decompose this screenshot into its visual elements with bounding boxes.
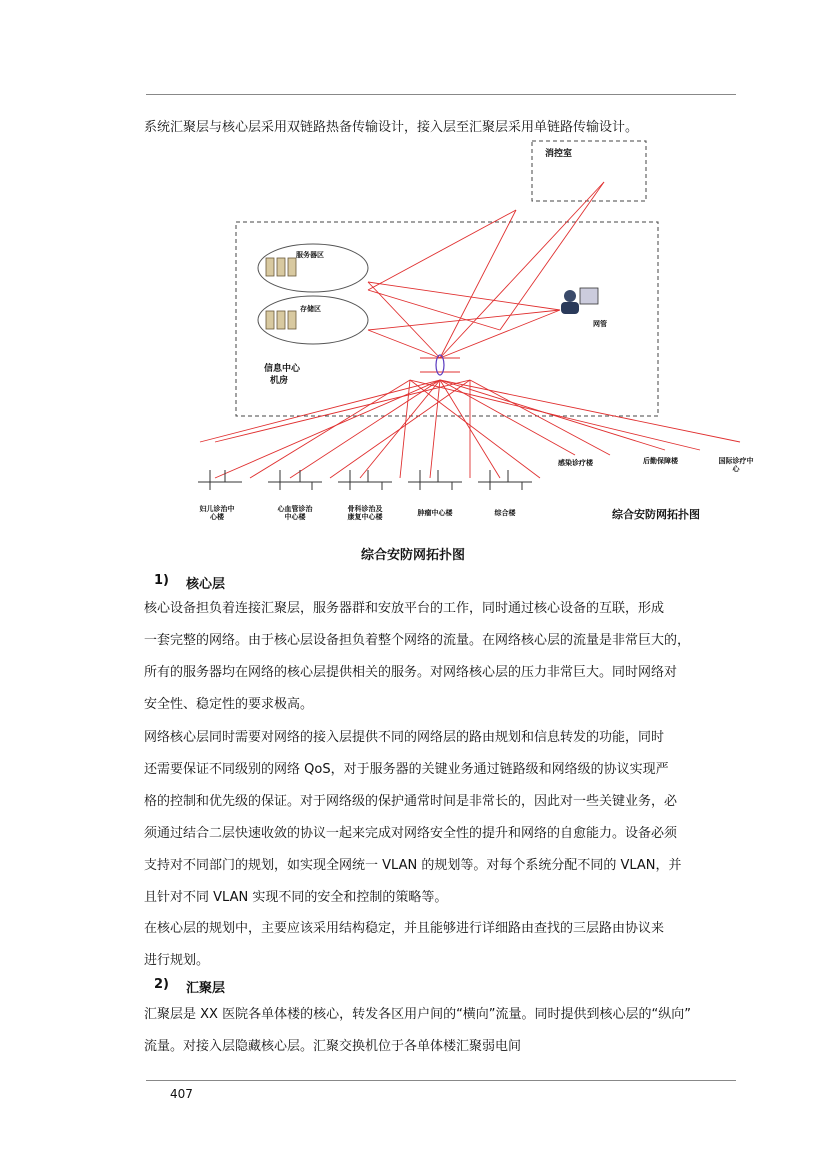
section1-line: 所有的服务器均在网络的核心层提供相关的服务。对网络核心层的压力非常巨大。同时网络对 (144, 665, 678, 680)
section1-line: 安全性、稳定性的要求极高。 (144, 697, 314, 712)
access-switch-bars (198, 470, 532, 490)
bottom-building-label: 肿瘤中心楼 (417, 509, 453, 517)
intro-paragraph: 系统汇聚层与核心层采用双链路热备传输设计，接入层至汇聚层采用单链路传输设计。 (144, 120, 639, 135)
section1-line: 且针对不同 VLAN 实现不同的安全和控制的策略等。 (144, 890, 448, 905)
server-icons (266, 258, 296, 329)
bottom-building-label: 妇儿诊治中 心楼 (199, 505, 235, 521)
right-building-label: 感染诊疗楼 (558, 459, 593, 467)
storage-zone-label: 存储区 (300, 305, 321, 313)
section2-title: 汇聚层 (186, 981, 226, 996)
section2-line: 流量。对接入层隐藏核心层。汇聚交换机位于各单体楼汇聚弱电间 (144, 1039, 522, 1054)
section1-line: 进行规划。 (144, 953, 210, 968)
section1-line: 支持对不同部门的规划，如实现全网统一 VLAN 的规划等。对每个系统分配不同的 VLAN，并 (144, 858, 682, 873)
network-topology-diagram (0, 0, 826, 540)
diagram-inner-title: 综合安防网拓扑图 (612, 508, 700, 521)
right-building-label: 后勤保障楼 (643, 457, 678, 465)
section1-line: 格的控制和优先级的保证。对于网络级的保护通常时间是非常长的，因此对一些关键业务，必 (144, 794, 678, 809)
section1-line: 须通过结合二层快速收敛的协议一起来完成对网络安全性的提升和网络的自愈能力。设备必须 (144, 826, 678, 841)
monitor-room-label: 消控室 (545, 149, 573, 159)
figure-caption: 综合安防网拓扑图 (360, 548, 465, 563)
right-building-label: 国际诊疗中心 (718, 457, 754, 473)
section1-title: 核心层 (186, 577, 226, 592)
netadmin-computer-icon (561, 288, 598, 314)
section1-number: 1) (154, 573, 169, 588)
section1-line: 核心设备担负着连接汇聚层，服务器群和安放平台的工作，同时通过核心设备的互联，形成 (144, 601, 665, 616)
section1-line: 还需要保证不同级别的网络 QoS，对于服务器的关键业务通过链路级和网络级的协议实现严 (144, 762, 669, 777)
datacenter-label-line2: 机房 (270, 376, 289, 386)
bottom-building-label: 骨科诊治及 康复中心楼 (347, 505, 383, 521)
section2-number: 2) (154, 977, 169, 992)
page-number: 407 (170, 1087, 193, 1101)
footer-rule (146, 1080, 736, 1081)
netadmin-label: 网管 (593, 320, 607, 328)
bottom-building-label: 心血管诊治 中心楼 (277, 505, 313, 521)
server-zone-label: 服务器区 (296, 251, 324, 259)
section1-line: 网络核心层同时需要对网络的接入层提供不同的网络层的路由规划和信息转发的功能，同时 (144, 730, 665, 745)
section1-line: 一套完整的网络。由于核心层设备担负着整个网络的流量。在网络核心层的流量是非常巨大的， (144, 633, 691, 648)
bottom-building-label: 综合楼 (494, 509, 516, 517)
datacenter-label-line1: 信息中心 (264, 364, 301, 374)
storage-zone-ellipse (258, 296, 368, 344)
section1-line: 在核心层的规划中，主要应该采用结构稳定，并且能够进行详细路由查找的三层路由协议来 (144, 921, 665, 936)
section2-line: 汇聚层是 XX 医院各单体楼的核心，转发各区用户间的“横向”流量。同时提供到核心层的“纵向” (144, 1007, 692, 1022)
